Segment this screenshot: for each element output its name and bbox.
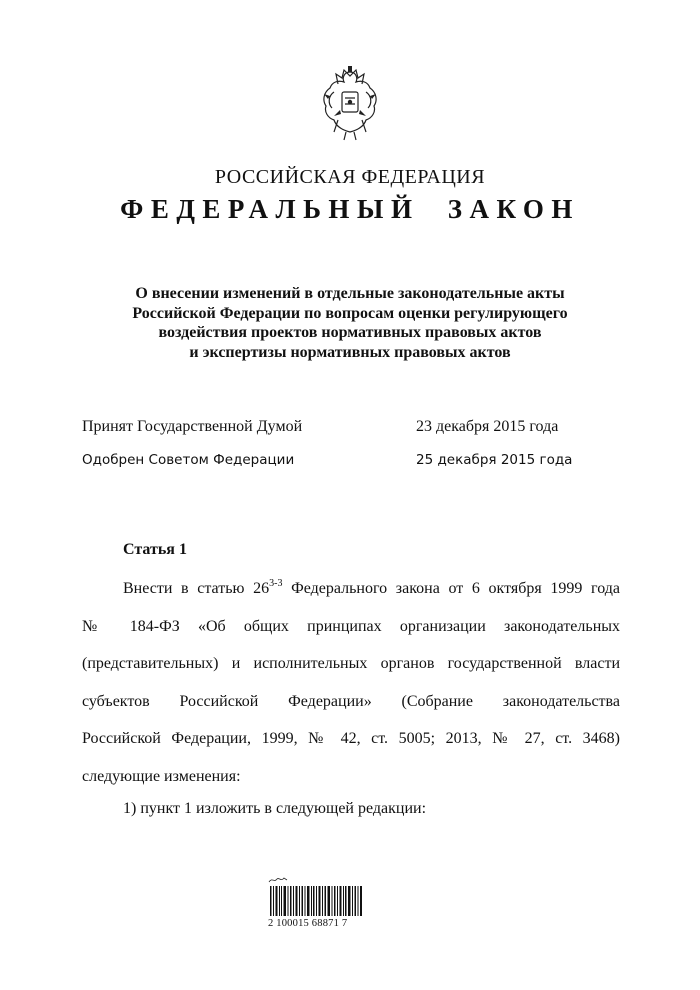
paragraph-line: № 184-ФЗ «Об общих принципах организации законодательных (82, 617, 620, 635)
barcode (268, 876, 368, 936)
paragraph-line: следующие изменения: (82, 767, 241, 785)
article-heading: Статья 1 (123, 541, 187, 558)
paragraph-line: Внести в статью 26$^{3-3}$ Федерального закона от 6 октября 1999 года (123, 578, 620, 597)
law-title-line: воздействия проектов нормативных правовых актов (158, 324, 542, 341)
law-title (60, 284, 640, 362)
article-item: 1) пункт 1 изложить в следующей редакции: (123, 800, 427, 817)
paragraph-line: (представительных) и исполнительных органов государственной власти (82, 655, 620, 672)
barcode-number: 2 100015 68871 7 (268, 918, 348, 929)
adoption-label: Принят Государственной Думой (82, 418, 303, 435)
adoption-date: 23 декабря 2015 года (416, 418, 559, 435)
paragraph-line: Российской Федерации, 1999, № 42, ст. 5005; 2013, № 27, ст. 3468) (82, 730, 620, 747)
barcode-icon (270, 886, 362, 916)
law-title-line: и экспертизы нормативных правовых актов (189, 343, 511, 361)
law-title-line: Российской Федерации по вопросам оценки регулирующего (132, 304, 568, 322)
country-name: РОССИЙСКАЯ ФЕДЕРАЦИЯ (214, 166, 486, 188)
signature-mark-icon (268, 876, 288, 886)
superscript: 3-3 (269, 578, 283, 589)
adoption-date: 25 декабря 2015 года (416, 452, 573, 468)
law-title-line: О внесении изменений в отдельные законодательные акты (135, 285, 565, 302)
paragraph-line: субъектов Российской Федерации» (Собрание законодательства (82, 692, 620, 710)
law-type-heading: ФЕДЕРАЛЬНЫЙ ЗАКОН (120, 194, 580, 224)
coat-of-arms-icon (314, 62, 386, 144)
adoption-label: Одобрен Советом Федерации (82, 452, 295, 468)
article-paragraph (82, 570, 620, 795)
